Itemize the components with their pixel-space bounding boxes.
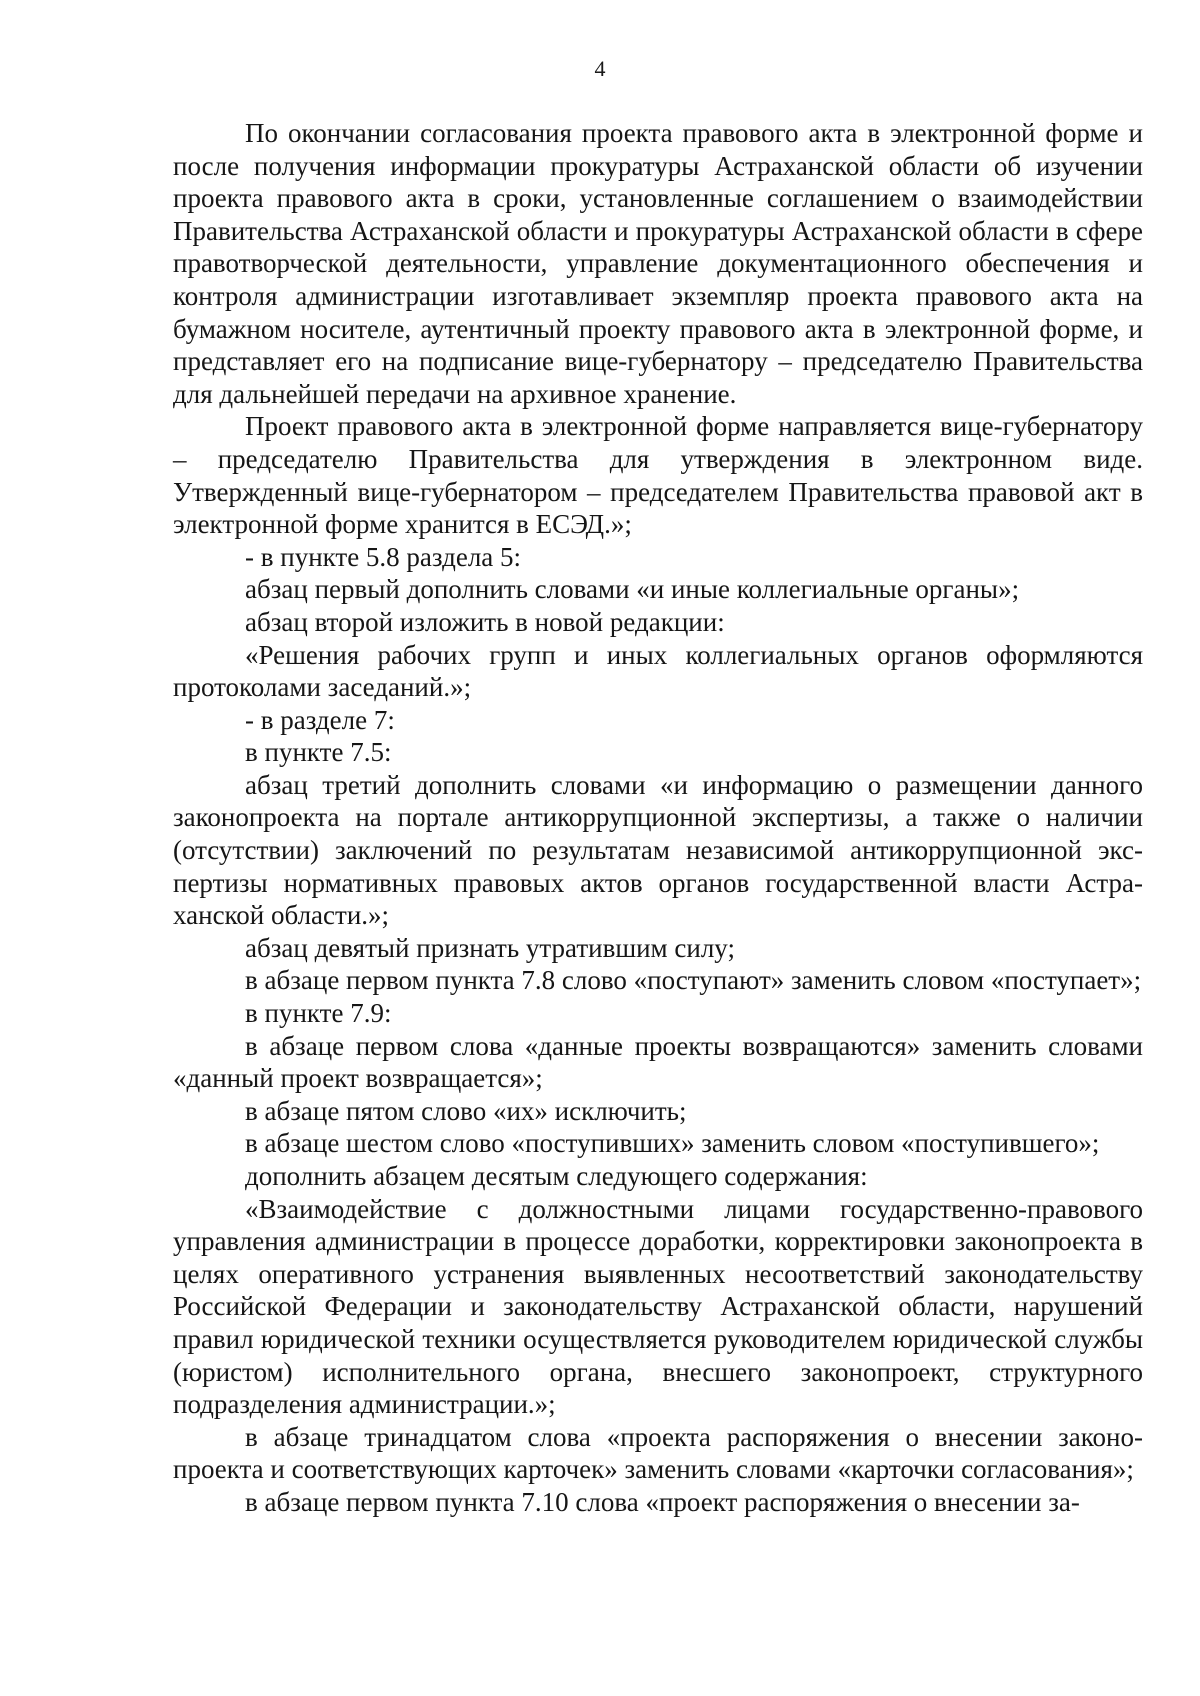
paragraph: абзац третий дополнить словами «и информацию о размещении данного законопроекта на портале антикоррупционной экспертизы, а также о наличии (отсутствии) заключений по результатам независимой антикоррупционной экспертизы нормативных правовых актов органов государственной власти Астраханской области.»; xyxy=(173,769,1143,931)
paragraph: По окончании согласования проекта правового акта в электронной форме и после получения информации прокуратуры Астраханской области об изучении проекта правового акта в сроки, установленные соглашением о взаимодействии Правительства Астраханской области и прокуратуры Астраханской области в сфере правотворческой деятельности, управление документационного обеспечения и контроля администрации изготавливает экземпляр проекта правового акта на бумажном носителе, аутентичный проекту правового акта в электронной форме, и представляет его на подписание вице-губернатору – председателю Правительства для дальнейшей передачи на архивное хранение. xyxy=(173,118,1143,409)
paragraph: в абзаце шестом слово «поступивших» заменить словом «поступившего»; xyxy=(245,1128,1100,1159)
paragraph: «Решения рабочих групп и иных коллегиальных органов оформляются протоколами заседаний.»; xyxy=(173,639,1143,703)
paragraph: в абзаце пятом слово «их» исключить; xyxy=(245,1095,687,1126)
paragraph: дополнить абзацем десятым следующего содержания: xyxy=(245,1161,868,1191)
document-body xyxy=(173,117,1143,1519)
paragraph: в абзаце первом пункта 7.10 слова «проект распоряжения о внесении за- xyxy=(245,1486,1080,1517)
paragraph: абзац девятый признать утратившим силу; xyxy=(245,932,735,963)
paragraph: - в разделе 7: xyxy=(245,704,395,735)
paragraph: абзац второй изложить в новой редакции: xyxy=(245,606,725,637)
paragraph: в пункте 7.5: xyxy=(245,737,392,768)
paragraph: в пункте 7.9: xyxy=(245,998,392,1029)
paragraph: в абзаце тринадцатом слова «проекта распоряжения о внесении законопроекта и соответствующих карточек» заменить словами «карточки согласования»; xyxy=(173,1421,1143,1485)
paragraph: Проект правового акта в электронной форме направляется вице-губернатору – председателю Правительства для утверждения в электронном виде. Утвержденный вице-губернатором – председателем Правительства правовой акт в электронной форме хранится в ЕСЭД.»; xyxy=(173,411,1143,540)
paragraph: в абзаце первом пункта 7.8 слово «поступают» заменить словом «поступает»; xyxy=(245,965,1142,996)
paragraph: абзац первый дополнить словами «и иные коллегиальные органы»; xyxy=(245,574,1020,605)
page-number: 4 xyxy=(594,56,606,81)
paragraph: в абзаце первом слова «данные проекты возвращаются» заменить словами «данный проект возвращается»; xyxy=(173,1030,1143,1094)
paragraph: - в пункте 5.8 раздела 5: xyxy=(245,541,522,572)
paragraph: «Взаимодействие с должностными лицами государственно-правового управления администрации в процессе доработки, корректировки законопроекта в целях оперативного устранения выявленных несоответствий законодательству Российской Федерации и законодательству Астраханской области, нарушений правил юридической техники осуществляется руководителем юридической службы (юристом) исполнительного органа, внесшего законопроект, структурного подразделения администрации.»; xyxy=(173,1193,1143,1420)
